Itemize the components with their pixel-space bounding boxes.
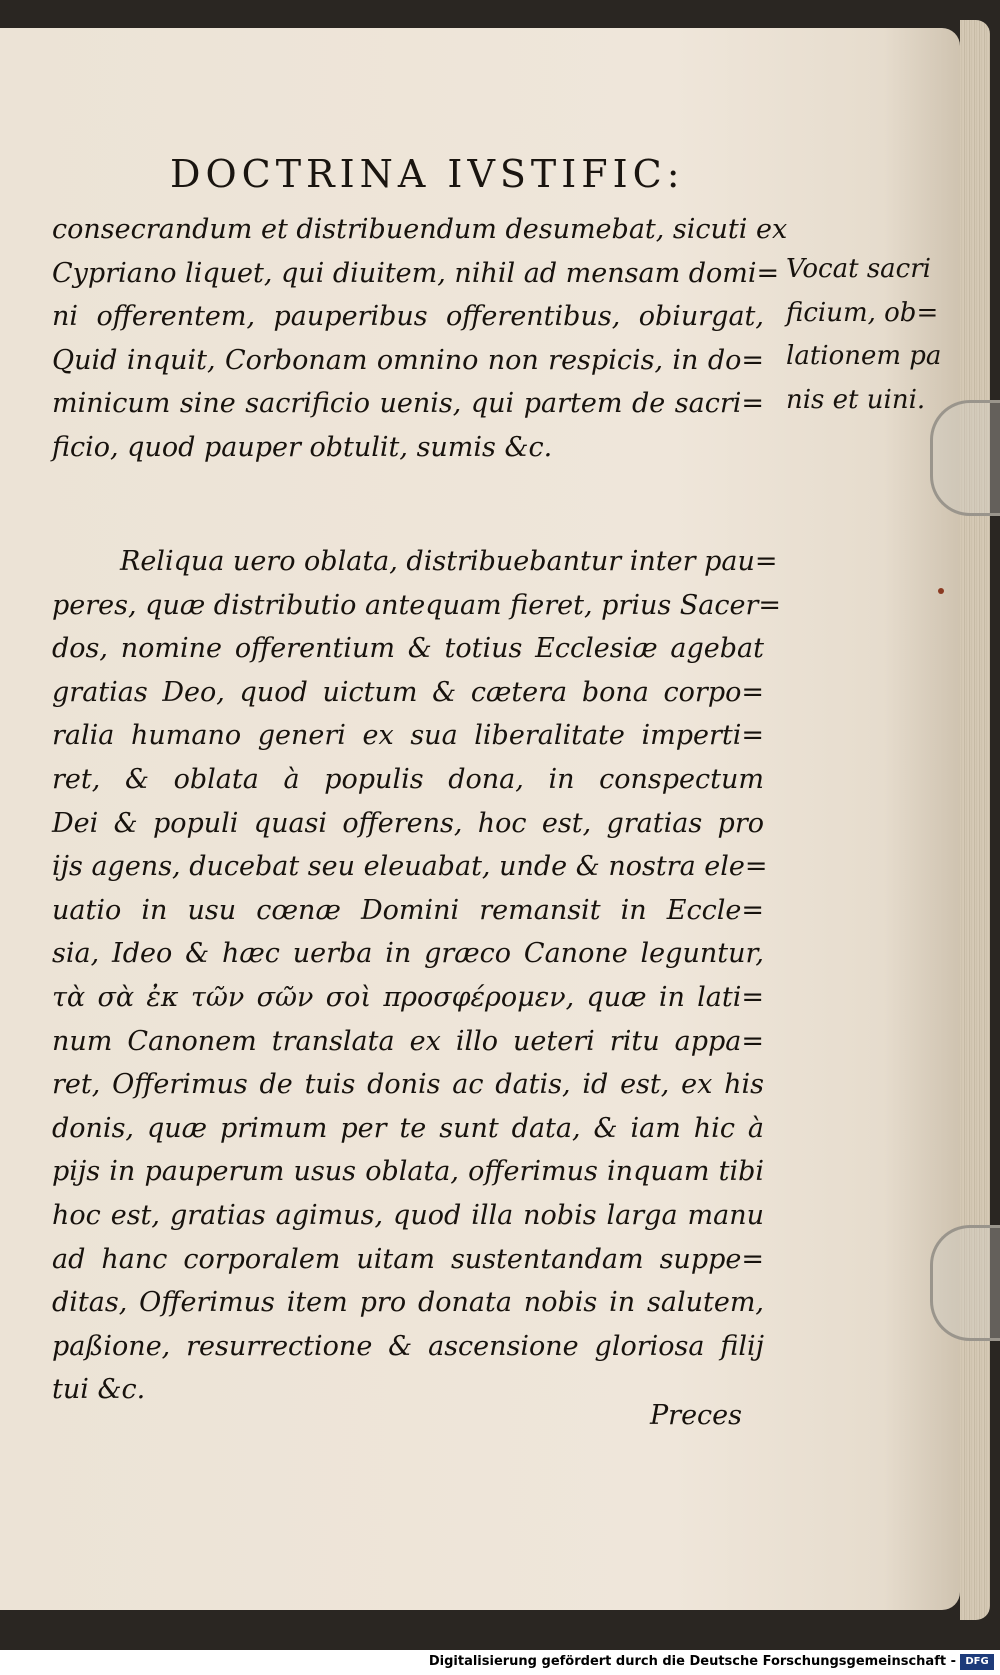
text-line: minicum sine sacrificio uenis, qui partem de sacri= [52,388,764,420]
footer-bar [0,1650,1000,1675]
text-line: tui &c. [52,1374,146,1406]
text-line: donis, quæ primum per te sunt data, & iam hic à [52,1112,764,1144]
text-line: Quid inquit, Corbonam omnino non respicis, in do= [52,344,764,376]
marginal-line: ficium, ob= [786,297,939,328]
footer-credit: Digitalisierung gefördert durch die Deutsche Forschungsgemeinschaft - [428,1654,956,1669]
catchword: Preces [650,1400,743,1431]
text-line: ditas, Offerimus item pro donata nobis in salutem, [52,1287,764,1319]
ink-spot [938,588,944,594]
text-line: num Canonem translata ex illo ueteri ritu appa= [52,1025,764,1057]
text-line: hoc est, gratias agimus, quod illa nobis larga manu [52,1199,764,1231]
text-line: ad hanc corporalem uitam sustentandam suppe= [52,1243,764,1275]
greek-text-line: τὰ σὰ ἐκ τῶν σῶν σοὶ προσφέρομεν, quæ in lati= [52,981,764,1013]
text-line: Cypriano liquet, qui diuitem, nihil ad mensam domi= [52,257,780,289]
text-line: sia, Ideo & hæc uerba in græco Canone leguntur, [52,938,764,970]
marginal-line: Vocat sacri [786,254,931,284]
paragraph-2 [52,540,781,1412]
marginal-note [786,248,956,422]
text-line: peres, quæ distributio antequam fieret, prius Sacer= [52,589,781,621]
text-line: ni offerentem, pauperibus offerentibus, obiurgat, [52,301,764,333]
running-head: DOCTRINA IVSTIFIC: [170,152,685,196]
dfg-logo: DFG [960,1654,994,1670]
book-page [0,28,960,1610]
text-line: pijs in pauperum usus oblata, offerimus inquam tibi [52,1156,764,1188]
text-line: ret, Offerimus de tuis donis ac datis, id est, ex his [52,1069,764,1101]
marginal-line: nis et uini. [786,384,926,415]
paragraph-1 [52,208,788,470]
text-line: paßione, resurrectione & ascensione gloriosa filij [52,1330,764,1362]
text-line: Reliqua uero oblata, distribuebantur inter pau= [120,546,778,577]
text-line: consecrandum et distribuendum desumebat, sicuti ex [52,214,788,245]
book-clip-top [930,400,1000,516]
book-clip-bottom [930,1225,1000,1341]
marginal-line: lationem pa [786,341,942,372]
text-line: ijs agens, ducebat seu eleuabat, unde & nostra ele= [52,851,768,883]
text-line: dos, nomine offerentium & totius Ecclesiæ agebat [52,633,764,665]
text-line: uatio in usu cœnæ Domini remansit in Eccle= [52,894,764,926]
text-line: ralia humano generi ex sua liberalitate imperti= [52,720,764,752]
text-line: Dei & populi quasi offerens, hoc est, gratias pro [52,807,764,839]
page-edges [960,20,990,1620]
text-line: ficio, quod pauper obtulit, sumis &c. [52,431,553,463]
text-line: ret, & oblata à populis dona, in conspectum [52,763,764,795]
text-line: gratias Deo, quod uictum & cætera bona corpo= [52,676,764,708]
